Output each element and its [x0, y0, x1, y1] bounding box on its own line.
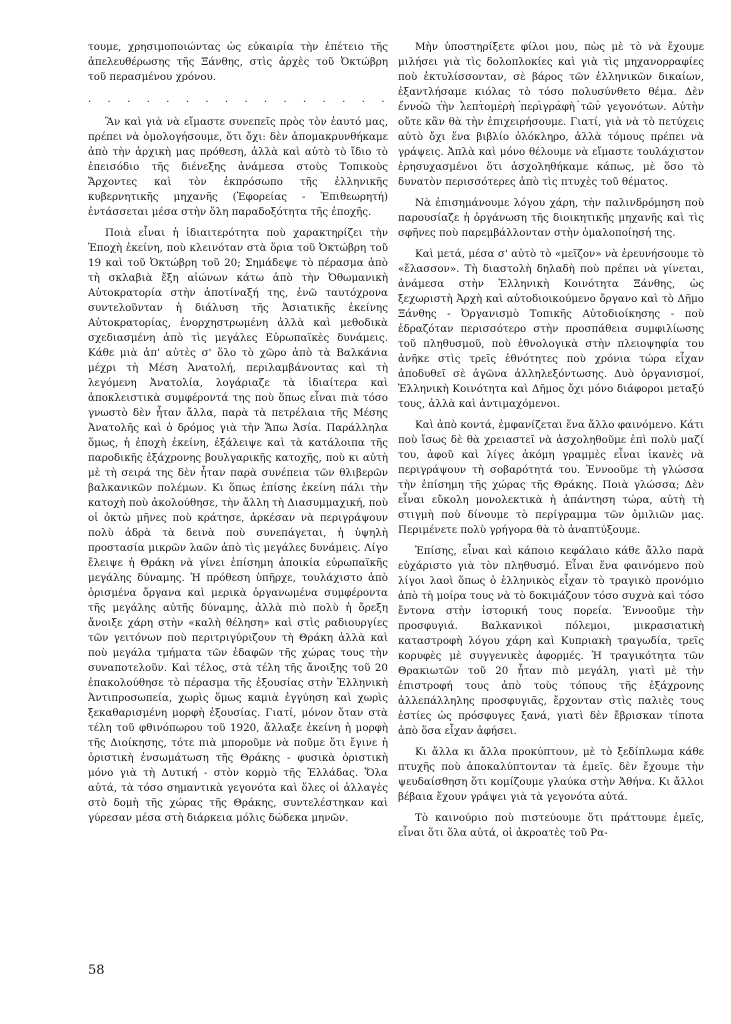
paragraph: Κι ἄλλα κι ἄλλα προκύπτουν, μὲ τὸ ξεδίπλωμα κάθε πτυχῆς ποὺ ἀποκαλύπτονταν τὰ ἐμεῖς. δὲν ἔχουμε τὴν ψευδαίσθηση ὅτι κομίζουμε γλαύκα στὴν Ἀθήνα. Κι ἄλλοι βέβαια ἔχουν γράψει γιὰ τὰ γεγονότα αὐτά. [398, 746, 704, 803]
intro-paragraph: τουμε, χρησιμοποιώντας ὡς εὐκαιρία τὴν ἐπέτειο τῆς ἀπελευθέρωσης τῆς Ξάνθης, στὶς ἀρχὲς τοῦ Ὀκτώβρη τοῦ περασμένου χρόνου. [88, 41, 388, 83]
paragraph: Νὰ ἐπισημάνουμε λόγου χάρη, τὴν παλινδρόμηση ποὺ παρουσίαζε ἡ ὀργάνωση τῆς διοικητικῆς μηχανῆς καὶ τὶς σφῆνες ποὺ παρεμβάλλονταν στὴν ὁμαλοποίησή της. [398, 197, 704, 239]
paragraph: Τὸ καινούριο ποὺ πιστεύουμε ὅτι πράττουμε ἐμεῖς, εἶναι ὅτι ὅλα αὐτά, οἱ ἀκροατὲς τοῦ Ρα- [398, 812, 704, 839]
paragraph: Μὴν ὑποστηρίξετε φίλοι μου, πὼς μὲ τὸ νὰ ἔχουμε μιλήσει γιὰ τὶς δολοπλοκίες καὶ γιὰ τὶς μηχανορραφίες ποὺ ἐκτυλίσσονταν, σὲ βάρος τῶν ἑλληνικῶν δικαίων, ἐξαντλήσαμε κιόλας τὸ τόσο πολυσύνθετο θέμα. Δὲν ἐννοῶ τὴν λεπτομερὴ περιγραφὴ τῶν γεγονότων. Αὐτὴν οὔτε κἂν θὰ τὴν ἐπιχειρήσουμε. Γιατί, γιὰ νὰ τὸ πετύχεις αὐτὸ ὄχι ἕνα βιβλίο ὁλόκληρο, ἀλλὰ τόμους πρέπει νὰ γράψεις. Ἀπλὰ καὶ μόνο θέλουμε νὰ εἴμαστε τουλάχιστον ἐρησυχασμένοι ὅτι ἀσχοληθήκαμε κάπως, μὲ ὅσο τὸ δυνατὸν περισσότερες ἀπὸ τὶς πτυχὲς τοῦ θέματος. [398, 41, 704, 188]
paragraph: Καὶ ἀπὸ κοντά, ἐμφανίζεται ἕνα ἄλλο φαινόμενο. Κάτι ποὺ ἴσως δὲ θὰ χρειαστεῖ νὰ ἀσχοληθοῦμε ἐπὶ πολὺ μαζί του, ἀφοῦ καὶ λίγες ἀκόμη γραμμὲς εἶναι ἱκανὲς νὰ περιγράψουν τὴ σοβαρότητά του. Ἐννοοῦμε τὴ γλώσσα τὴν ἐπίσημη τῆς χώρας τῆς Θράκης. Ποιὰ γλώσσα; Δὲν εἶναι εὔκολη μονολεκτικὰ ἡ ἀπάντηση τώρα, αὐτὴ τὴ στιγμὴ ποὺ δίνουμε τὸ περίγραμμα τῶν ὁμιλιῶν μας. Περιμένετε πολὺ γρήγορα θὰ τὸ ἀναπτύξουμε. [398, 419, 704, 536]
paragraph: Ἂν καὶ γιὰ νὰ εἴμαστε συνεπεῖς πρὸς τὸν ἑαυτό μας, πρέπει νὰ ὁμολογήσουμε, ὅτι ὄχι: δὲν ἀπομακρυνθήκαμε ἀπὸ τὴν ἀρχικὴ μας πρόθεση, ἀλλὰ καὶ αὐτὸ τὸ ἴδιο τὸ ἐπεισόδιο τῆς διένεξης ἀνάμεσα στοὺς Τοπικοὺς Ἄρχοντες καὶ τὸν ἐκπρόσωπο τῆς ἑλληνικῆς κυβερνητικῆς μηχανῆς (Ἐφορείας - Ἐπιθεωρητή) ἐντάσσεται μέσα στὴν ὅλη παραδοξότητα τῆς ἐποχῆς. [88, 116, 388, 218]
paragraph: Ἐπίσης, εἶναι καὶ κάποιο κεφάλαιο κάθε ἄλλο παρὰ εὐχάριστο γιὰ τὸν πληθυσμό. Εἶναι ἕνα φαινόμενο ποὺ λίγοι λαοὶ ὅπως ὁ ἑλληνικὸς εἶχαν τὸ τραγικὸ προνόμιο ἀπὸ τὴ μοίρα τους νὰ τὸ δοκιμάζουν τόσο συχνὰ καὶ τόσο ἔντονα στὴν ἱστορική τους πορεία. Ἐννοοῦμε τὴν προσφυγιά. Βαλκανικοὶ πόλεμοι, μικρασιατικὴ καταστροφὴ λόγου χάρη καὶ Κυπριακὴ τραγωδία, τρεῖς κορυφὲς μὲ συγγενικὲς ἀφορμές. Ἡ τραγικότητα τῶν Θρακιωτῶν τοῦ 20 ἦταν πιὸ μεγάλη, γιατὶ μὲ τὴν ἐπιστροφή τους ἀπὸ τοὺς τόπους τῆς ἐξάχρονης ἀλλεπάλληλης προσφυγιᾶς, ἔρχονταν στὶς παλιὲς τους ἑστίες ὡς πρόσφυγες ξανά, γιατὶ δὲν ἔβρισκαν τίποτα ἀπὸ ὅσα εἶχαν ἀφήσει. [398, 545, 704, 737]
right-text-column [398, 40, 704, 841]
paragraph: Ποιὰ εἶναι ἡ ἰδιαιτερότητα ποὺ χαρακτηρίζει τὴν Ἐποχὴ ἐκείνη, ποὺ κλεινόταν στὰ ὅρια τοῦ Ὀκτώβρη τοῦ 19 καὶ τοῦ Ὀκτώβρη τοῦ 20; Σημάδεψε τὸ πέρασμα ἀπὸ τὴ σκλαβιὰ ἔξη αἰώνων κάτω ἀπὸ τὴν Ὀθωμανικὴ Αὐτοκρατορία στὴν ἀποτίναξή της, ἐνῶ ταυτόχρονα συντελοῦνταν ἡ διάλυση τῆς Ἀσιατικῆς ἐκείνης Αὐτοκρατορίας, ἐνορχηστρωμένη ἀλλὰ καὶ μεθοδικὰ σχεδιασμένη ἀπὸ τὶς μεγάλες Εὐρωπαϊκὲς δυνάμεις. Κάθε μιὰ ἀπ' αὐτὲς σ' ὅλο τὸ χῶρο ἀπὸ τὰ Βαλκάνια μέχρι τὴ Μέση Ἀνατολή, περιλαμβάνοντας καὶ τὴ λεγόμενη Ἀνατολία, λογάριαζε τὰ ἰδιαίτερα καὶ ἀποκλειστικὰ συμφέροντά της ποὺ ὅπως εἶναι πιὰ τόσο γνωστὸ δὲν ἦταν ἄλλα, παρὰ τὰ πετρέλαια τῆς Μέσης Ἀνατολῆς καὶ ὁ δρόμος γιὰ τὴν Ἄπω Ἀσία. Παράλληλα ὅμως, ἡ ἐποχὴ ἐκείνη, ἐξάλειψε καὶ τὰ κατάλοιπα τῆς παροδικῆς ἐξάχρονης βουλγαρικῆς κατοχῆς, ποὺ κι αὐτὴ μὲ τὴ σειρά της δὲν ἦταν παρὰ συνέπεια τῶν θλιβερῶν βαλκανικῶν πολέμων. Κι ὅπως ἐπίσης ἐκείνη πάλι τὴν κατοχὴ ποὺ ἀκολούθησε, τὴν ἄλλη τὴ Διασυμμαχική, ποὺ οἱ ὀκτὼ μῆνες ποὺ κράτησε, ἀρκέσαν νὰ περιγράψουν πολὺ ἀδρὰ τὰ δεινὰ ποὺ συνεπάγεται, ἡ ὑψηλὴ προστασία μικρῶν λαῶν ἀπὸ τὶς μεγάλες δυνάμεις. Λίγο ἔλειψε ἡ Θράκη νὰ γίνει ἐπίσημη ἀποικία εὐρωπαϊκῆς μεγάλης δύναμης. Ἡ πρόθεση ὑπῆρχε, τουλάχιστο ἀπὸ ὁρισμένα ὄργανα καὶ μερικὰ ὀργανωμένα συμφέροντα τῆς μεγάλης αὐτῆς δύναμης, ἀλλὰ πιὸ πολὺ ἡ ὄρεξη ἄνοιξε χάρη στὴν «καλὴ θέληση» καὶ στὶς ραδιουργίες τῶν γειτόνων ποὺ περιτριγύριζουν τὴ Θράκη ἀλλὰ καὶ ποὺ μεγάλα τμήματα τῶν ἐδαφῶν τῆς χώρας τους τὴν συναποτελοῦν. Καὶ τέλος, στὰ τέλη τῆς ἄνοιξης τοῦ 20 ἐπακολούθησε τὸ πέρασμα τῆς ἐξουσίας στὴν Ἑλληνικὴ Ἀντιπροσωπεία, χωρὶς ὅμως καμιὰ ἐγγύηση καὶ χωρὶς ξεκαθαρισμένη μορφὴ ἐξουσίας. Γιατί, μόνον ὅταν στὰ τέλη τοῦ φθινόπωρου τοῦ 1920, ἄλλαξε ἐκείνη ἡ μορφὴ τῆς Διοίκησης, τότε πιὰ μποροῦμε νὰ ποῦμε ὅτι ἔγινε ἡ ὁριστικὴ ἐνσωμάτωση τῆς Θράκης - φυσικὰ ὁριστικὴ μόνο γιὰ τὴ Δυτική - στὸν κορμὸ τῆς Ἑλλάδας. Ὅλα αὐτά, τὰ τόσο σημαντικὰ γεγονότα καὶ ὅλες οἱ ἀλλαγὲς στὸ δομὴ τῆς χώρας τῆς Θράκης, συντελέστηκαν καὶ γύρεσαν μέσα στὴ διάρκεια μόλις δώδεκα μηνῶν. [88, 227, 389, 824]
ellipsis-separator: . . . . . . . . . . . . . . . . . . . . . . . . . . . [88, 93, 606, 105]
page-number: 58 [88, 963, 105, 978]
paragraph: Καὶ μετά, μέσα σ' αὐτὸ τὸ «μεῖζον» νὰ ἐρευνήσουμε τὸ «ἔλασσον». Τὴ διαστολὴ δηλαδὴ ποὺ πρέπει νὰ γίνεται, ἀνάμεσα στὴν Ἑλληνικὴ Κοινότητα Ξάνθης, ὡς ξεχωριστὴ Ἀρχὴ καὶ αὐτοδιοικούμενο ὄργανο καὶ τὸ Δῆμο Ξάνθης - Ὀργανισμὸ Τοπικῆς Αὐτοδιοίκησης - ποὺ ἐδραζόταν περισσότερο στὴν προσπάθεια συμφιλίωσης τοῦ πληθυσμοῦ, ποὺ ἐθνολογικὰ στὴν πλειοψηφία του ἀνῆκε στὶς τρεῖς ἐθνότητες ποὺ χρόνια τώρα εἶχαν ἀποδυθεῖ σὲ ἀγῶνα ἀλληλεξόντωσης. Δυὸ ὀργανισμοί, Ἑλληνικὴ Κοινότητα καὶ Δῆμος ὄχι μόνο διάφοροι μεταξύ τους, ἀλλὰ καὶ ἀντιμαχόμενοι. [398, 248, 704, 410]
